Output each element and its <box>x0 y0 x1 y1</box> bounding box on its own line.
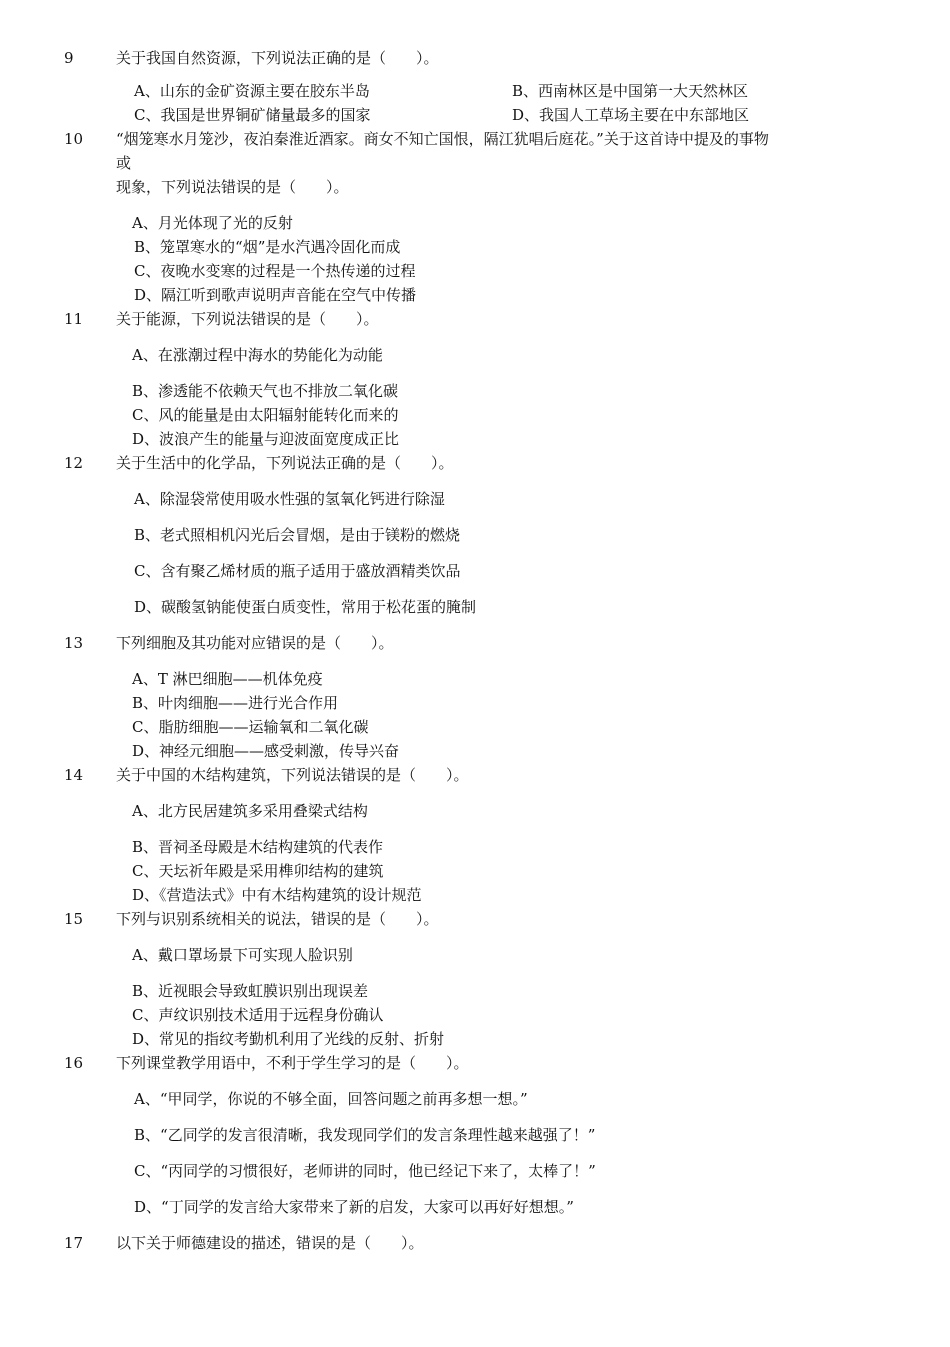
option-d: D、《营造法式》中有木结构建筑的设计规范 <box>132 886 422 904</box>
option-a: A、山东的金矿资源主要在胶东半岛 <box>134 82 370 100</box>
option-c: C、夜晚水变寒的过程是一个热传递的过程 <box>134 262 416 280</box>
option-b: B、笼罩寒水的“烟”是水汽遇冷固化而成 <box>134 238 401 256</box>
question-number: 9 <box>64 49 74 67</box>
question-stem: 关于我国自然资源，下列说法正确的是（ ）。 <box>116 49 439 67</box>
option-c: C、声纹识别技术适用于远程身份确认 <box>132 1006 384 1024</box>
option-b: B、西南林区是中国第一大天然林区 <box>512 82 749 100</box>
option-d: D、隔江听到歌声说明声音能在空气中传播 <box>134 286 417 304</box>
option-d: D、神经元细胞——感受刺激，传导兴奋 <box>132 742 400 760</box>
option-a: A、“甲同学，你说的不够全面，回答问题之前再多想一想。” <box>134 1090 528 1108</box>
question-stem: 关于能源，下列说法错误的是（ ）。 <box>116 310 379 328</box>
question-stem: 下列与识别系统相关的说法，错误的是（ ）。 <box>116 910 439 928</box>
option-c: C、天坛祈年殿是采用榫卯结构的建筑 <box>132 862 384 880</box>
option-a: A、月光体现了光的反射 <box>132 214 293 232</box>
question-stem: 关于生活中的化学品，下列说法正确的是（ ）。 <box>116 454 454 472</box>
option-b: B、近视眼会导致虹膜识别出现误差 <box>132 982 369 1000</box>
question-stem-line-2: 或 <box>116 154 132 172</box>
option-a: A、在涨潮过程中海水的势能化为动能 <box>132 346 383 364</box>
question-stem: 关于中国的木结构建筑，下列说法错误的是（ ）。 <box>116 766 469 784</box>
question-stem-line-3: 现象，下列说法错误的是（ ）。 <box>116 178 349 196</box>
option-a: A、戴口罩场景下可实现人脸识别 <box>132 946 353 964</box>
question-number: 11 <box>64 310 84 328</box>
option-d: D、“丁同学的发言给大家带来了新的启发，大家可以再好好想想。” <box>134 1198 574 1216</box>
question-number: 14 <box>64 766 84 784</box>
option-d: D、碳酸氢钠能使蛋白质变性，常用于松花蛋的腌制 <box>134 598 477 616</box>
option-a: A、T 淋巴细胞——机体免疫 <box>132 670 323 688</box>
question-number: 15 <box>64 910 84 928</box>
option-c: C、我国是世界铜矿储量最多的国家 <box>134 106 371 124</box>
question-number: 13 <box>64 634 84 652</box>
question-number: 10 <box>64 130 84 148</box>
option-b: B、“乙同学的发言很清晰，我发现同学们的发言条理性越来越强了！” <box>134 1126 596 1144</box>
option-b: B、叶肉细胞——进行光合作用 <box>132 694 339 712</box>
question-number: 17 <box>64 1234 84 1252</box>
option-c: C、脂肪细胞——运输氧和二氧化碳 <box>132 718 369 736</box>
option-c: C、风的能量是由太阳辐射能转化而来的 <box>132 406 399 424</box>
option-a: A、除湿袋常使用吸水性强的氢氧化钙进行除湿 <box>134 490 445 508</box>
option-b: B、老式照相机闪光后会冒烟，是由于镁粉的燃烧 <box>134 526 461 544</box>
question-stem: 以下关于师德建设的描述，错误的是（ ）。 <box>116 1234 424 1252</box>
option-a: A、北方民居建筑多采用叠梁式结构 <box>132 802 368 820</box>
option-c: C、含有聚乙烯材质的瓶子适用于盛放酒精类饮品 <box>134 562 461 580</box>
option-b: B、渗透能不依赖天气也不排放二氧化碳 <box>132 382 399 400</box>
question-number: 16 <box>64 1054 84 1072</box>
question-stem: 下列课堂教学用语中，不利于学生学习的是（ ）。 <box>116 1054 469 1072</box>
option-c: C、“丙同学的习惯很好，老师讲的同时，他已经记下来了，太棒了！” <box>134 1162 596 1180</box>
question-stem-line-1: “烟笼寒水月笼沙，夜泊秦淮近酒家。商女不知亡国恨，隔江犹唱后庭花。”关于这首诗中提及的事物 <box>116 130 769 148</box>
option-b: B、晋祠圣母殿是木结构建筑的代表作 <box>132 838 384 856</box>
question-number: 12 <box>64 454 84 472</box>
option-d: D、我国人工草场主要在中东部地区 <box>512 106 750 124</box>
option-d: D、常见的指纹考勤机利用了光线的反射、折射 <box>132 1030 445 1048</box>
question-stem: 下列细胞及其功能对应错误的是（ ）。 <box>116 634 394 652</box>
option-d: D、波浪产生的能量与迎波面宽度成正比 <box>132 430 400 448</box>
